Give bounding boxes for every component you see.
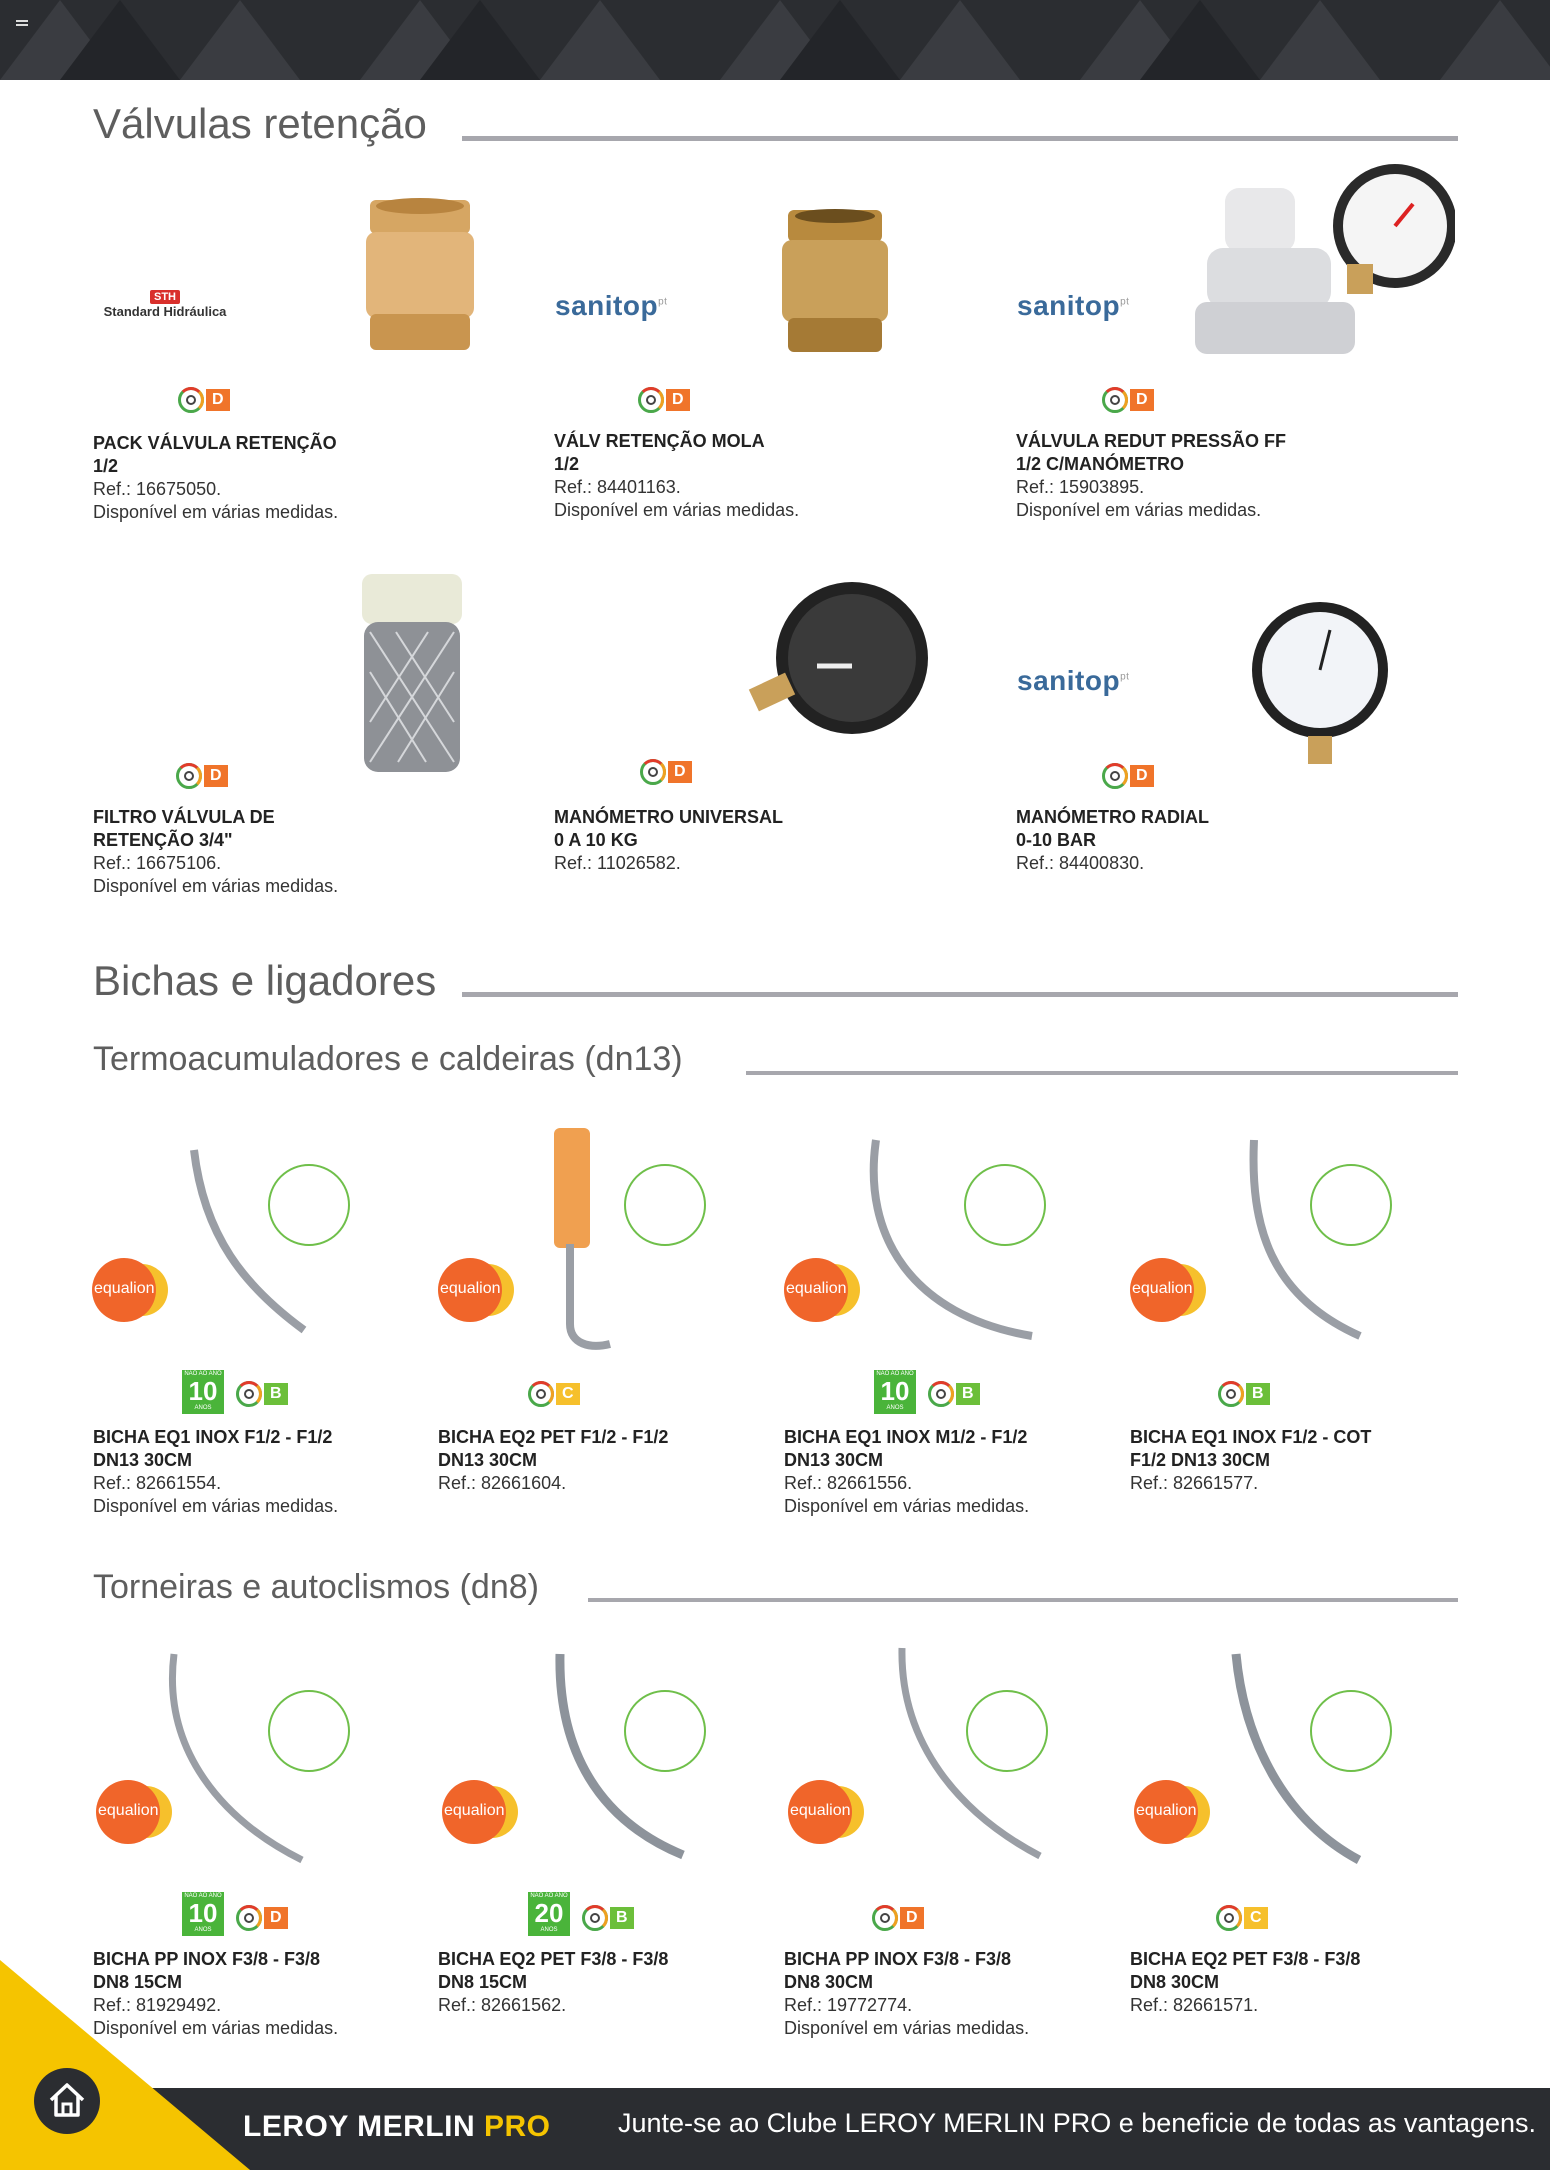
connector-detail	[268, 1164, 350, 1246]
energy-label: B	[236, 1380, 288, 1408]
universal-gauge-image	[742, 580, 932, 740]
product-name: MANÓMETRO RADIAL 0-10 BAR	[1016, 807, 1209, 850]
subsection-title-termo: Termoacumuladores e caldeiras (dn13)	[93, 1040, 683, 1078]
product-ref: Ref.: 82661571.	[1130, 1995, 1259, 2015]
footer-slogan: Junte-se ao Clube LEROY MERLIN PRO e beneficie de todas as vantagens.	[618, 2108, 1537, 2138]
product-name: VÁLV RETENÇÃO MOLA 1/2	[554, 431, 765, 474]
product-ref: Ref.: 82661562.	[438, 1995, 567, 2015]
home-button[interactable]	[34, 2068, 100, 2134]
energy-label: D	[1102, 762, 1154, 790]
energy-label: B	[928, 1380, 980, 1408]
energy-label: C	[528, 1380, 580, 1408]
subsection-rule	[588, 1598, 1458, 1602]
product-availability: Disponível em várias medidas.	[93, 876, 339, 896]
energy-label: D	[236, 1904, 288, 1932]
connector-detail	[1310, 1164, 1392, 1246]
brand-logo-equalion: equalion	[1134, 1780, 1198, 1844]
brand-logo-sanitop: sanitop$^{pt}$	[1017, 290, 1130, 321]
filter-valve-image	[356, 572, 468, 778]
product-availability: Disponível em várias medidas.	[93, 502, 339, 522]
product-name: BICHA PP INOX F3/8 - F3/8 DN8 15CM	[93, 1949, 321, 1992]
check-valve-image	[364, 196, 476, 356]
brand-logo-equalion: equalion	[92, 1258, 156, 1322]
footer-logo: LEROY MERLIN PRO	[243, 2110, 551, 2143]
home-icon	[47, 2080, 87, 2120]
product-name: BICHA EQ2 PET F3/8 - F3/8 DN8 15CM	[438, 1949, 669, 1992]
product-ref: Ref.: 19772774.	[784, 1995, 913, 2015]
product-ref: Ref.: 82661604.	[438, 1473, 567, 1493]
product-name: BICHA EQ2 PET F1/2 - F1/2 DN13 30CM	[438, 1427, 669, 1470]
product-ref: Ref.: 11026582.	[554, 853, 681, 873]
spring-check-valve-image	[780, 206, 890, 356]
energy-label: B	[1218, 1380, 1270, 1408]
product-name: BICHA EQ1 INOX F1/2 - COT F1/2 DN13 30CM	[1130, 1427, 1372, 1470]
triangle-pattern	[0, 0, 1550, 80]
product-ref: Ref.: 84400830.	[1016, 853, 1145, 873]
product-availability: Disponível em várias medidas.	[784, 1496, 1030, 1516]
brand-logo-equalion: equalion	[96, 1780, 160, 1844]
radial-gauge-image	[1250, 600, 1394, 768]
product-availability: Disponível em várias medidas.	[784, 2018, 1030, 2038]
warranty-badge: NÃO AO ANO 10 ANOS	[182, 1370, 224, 1414]
product-name: PACK VÁLVULA RETENÇÃO 1/2	[93, 433, 337, 476]
energy-label: B	[582, 1904, 634, 1932]
energy-label: D	[872, 1904, 924, 1932]
product-ref: Ref.: 15903895.	[1016, 477, 1145, 497]
pressure-reducer-image	[1195, 164, 1455, 394]
product-name: BICHA EQ1 INOX F1/2 - F1/2 DN13 30CM	[93, 1427, 333, 1470]
brand-logo-equalion: equalion	[784, 1258, 848, 1322]
connector-detail	[1310, 1690, 1392, 1772]
product-availability: Disponível em várias medidas.	[1016, 500, 1262, 520]
product-name: FILTRO VÁLVULA DE RETENÇÃO 3/4"	[93, 807, 275, 850]
section-rule	[462, 136, 1458, 141]
connector-detail	[966, 1690, 1048, 1772]
product-ref: Ref.: 16675050.	[93, 479, 222, 499]
energy-label: D	[178, 386, 230, 414]
product-ref: Ref.: 84401163.	[554, 477, 681, 497]
subsection-title-torneiras: Torneiras e autoclismos (dn8)	[93, 1568, 539, 1606]
product-name: BICHA EQ2 PET F3/8 - F3/8 DN8 30CM	[1130, 1949, 1361, 1992]
brand-logo-equalion: equalion	[442, 1780, 506, 1844]
menu-icon[interactable]	[16, 20, 28, 30]
energy-label: C	[1216, 1904, 1268, 1932]
yellow-corner-decoration	[0, 1960, 250, 2170]
product-name: BICHA PP INOX F3/8 - F3/8 DN8 30CM	[784, 1949, 1012, 1992]
warranty-badge: NÃO AO ANO 10 ANOS	[182, 1892, 224, 1936]
warranty-badge: NÃO AO ANO 10 ANOS	[874, 1370, 916, 1414]
connector-detail	[624, 1164, 706, 1246]
connector-detail	[964, 1164, 1046, 1246]
energy-label: D	[176, 762, 228, 790]
brand-logo-sanitop: sanitop$^{pt}$	[555, 290, 668, 321]
section-rule	[462, 992, 1458, 997]
product-ref: Ref.: 81929492.	[93, 1995, 222, 2015]
product-availability: Disponível em várias medidas.	[554, 500, 800, 520]
energy-label: D	[638, 386, 690, 414]
product-availability: Disponível em várias medidas.	[93, 1496, 339, 1516]
warranty-badge: NÃO AO ANO 20 ANOS	[528, 1892, 570, 1936]
subsection-rule	[746, 1071, 1458, 1075]
product-name: BICHA EQ1 INOX M1/2 - F1/2 DN13 30CM	[784, 1427, 1028, 1470]
connector-detail	[268, 1690, 350, 1772]
energy-label: D	[1102, 386, 1154, 414]
product-ref: Ref.: 82661577.	[1130, 1473, 1259, 1493]
brand-logo-sth: STH Standard Hidráulica	[103, 291, 227, 319]
section-title-valvulas: Válvulas retenção	[93, 100, 427, 147]
energy-label: D	[640, 758, 692, 786]
product-ref: Ref.: 82661556.	[784, 1473, 913, 1493]
packaged-hose-image	[550, 1124, 620, 1354]
brand-logo-equalion: equalion	[438, 1258, 502, 1322]
product-name: VÁLVULA REDUT PRESSÃO FF 1/2 C/MANÓMETRO	[1016, 431, 1287, 474]
product-ref: Ref.: 82661554.	[93, 1473, 222, 1493]
product-ref: Ref.: 16675106.	[93, 853, 222, 873]
connector-detail	[624, 1690, 706, 1772]
top-banner	[0, 0, 1550, 80]
product-availability: Disponível em várias medidas.	[93, 2018, 339, 2038]
section-title-bichas: Bichas e ligadores	[93, 957, 437, 1004]
brand-logo-equalion: equalion	[788, 1780, 852, 1844]
brand-logo-equalion: equalion	[1130, 1258, 1194, 1322]
product-name: MANÓMETRO UNIVERSAL 0 A 10 KG	[554, 807, 783, 850]
brand-logo-sanitop: sanitop$^{pt}$	[1017, 665, 1130, 696]
